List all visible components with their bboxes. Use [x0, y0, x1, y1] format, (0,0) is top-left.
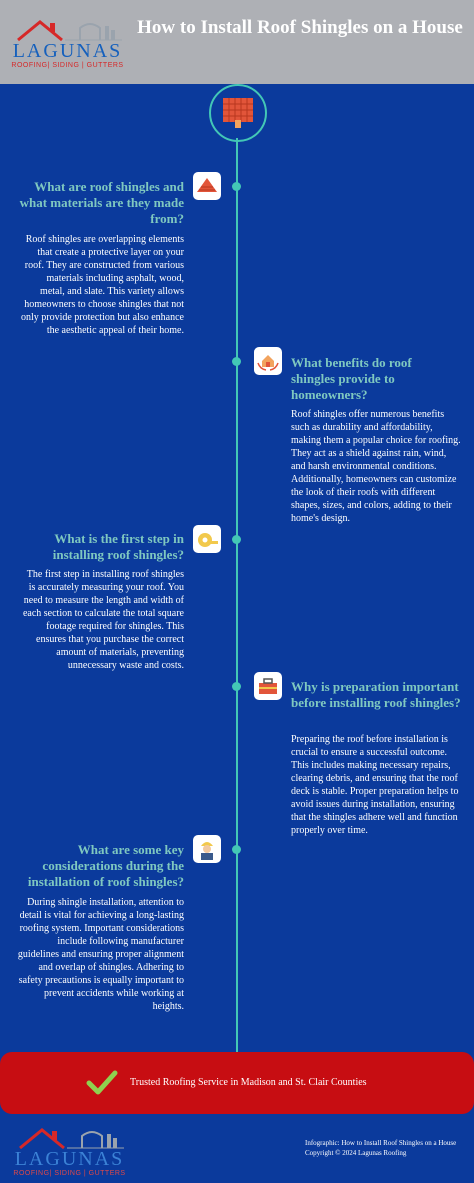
timeline-dot — [232, 357, 241, 366]
section-question: Why is preparation important before installing roof shingles? — [291, 679, 461, 710]
logo-tagline: ROOFING| SIDING | GUTTERS — [11, 62, 124, 69]
lagunas-logo[interactable] — [10, 18, 125, 74]
section-question: What are roof shingles and what materials are they made from? — [19, 179, 184, 226]
timeline-line — [236, 138, 238, 1052]
credit-line-1: Infographic: How to Install Roof Shingles on a House — [305, 1139, 457, 1147]
roof-tiles-icon — [193, 172, 221, 200]
section-answer: During shingle installation, attention to detail is vital for achieving a long-lasting roofing system. Important considerations include following manufacturer guidelines and ensuring proper alignment and overlap of shingles. Adhering to safety precautions is equally important to prevent accidents while working at heights. — [17, 897, 184, 1012]
header — [0, 0, 474, 84]
credits — [305, 1138, 456, 1158]
timeline-dot — [232, 845, 241, 854]
section-answer: The first step in installing roof shingles is accurately measuring your roof. You need to measure the length and width of each section to calculate the total square footage required for shingles. This ensures that you purchase the correct amount of materials, preventing unnecessary waste and costs. — [22, 569, 184, 671]
timeline-dot — [232, 182, 241, 191]
section-question: What is the first step in installing roof shingles? — [52, 531, 184, 562]
checkmark-icon — [85, 1069, 119, 1097]
section-question: What benefits do roof shingles provide to homeowners? — [291, 355, 412, 402]
footer-logo-tagline: ROOFING| SIDING | GUTTERS — [13, 1170, 126, 1177]
footer — [0, 1114, 474, 1183]
toolbox-icon — [254, 672, 282, 700]
house-hands-icon — [254, 347, 282, 375]
timeline-dot — [232, 682, 241, 691]
credit-line-2: Copyright © 2024 Lagunas Roofing — [305, 1149, 407, 1157]
section-answer: Roof shingles are overlapping elements that create a protective layer on your roof. They are constructed from various materials including asphalt, wood, metal, and slate. This variety allows homeowners to choose shingles that not only provide protection but also enhance the aesthetic appeal of their home. — [20, 234, 184, 336]
tape-measure-icon — [193, 525, 221, 553]
worker-icon — [193, 835, 221, 863]
banner-text: Trusted Roofing Service in Madison and St. Clair Counties — [130, 1077, 367, 1088]
trusted-service-banner — [0, 1052, 474, 1114]
page-title: How to Install Roof Shingles on a House — [137, 17, 463, 38]
section-answer: Roof shingles offer numerous benefits such as durability and affordability, making them a popular choice for roofing. They act as a shield against rain, wind, and harsh environmental conditions. Additionally, homeowners can customize the look of their roofs with different shapes, sizes, and colors, adding to their home's design. — [291, 409, 461, 524]
footer-logo-name: LAGUNAS — [14, 1148, 125, 1170]
section-question: What are some key considerations during the installation of roof shingles? — [27, 842, 184, 889]
logo-name: LAGUNAS — [12, 40, 123, 62]
section-answer: Preparing the roof before installation is crucial to ensure a successful outcome. This includes making necessary repairs, clearing debris, and ensuring that the roof deck is stable. Proper preparation helps to avoid issues during installation, ensuring that the shingles adhere well and function properly over time. — [291, 734, 459, 836]
footer-lagunas-logo[interactable] — [12, 1126, 127, 1182]
timeline-dot — [232, 535, 241, 544]
roof-hero-icon — [209, 84, 267, 142]
